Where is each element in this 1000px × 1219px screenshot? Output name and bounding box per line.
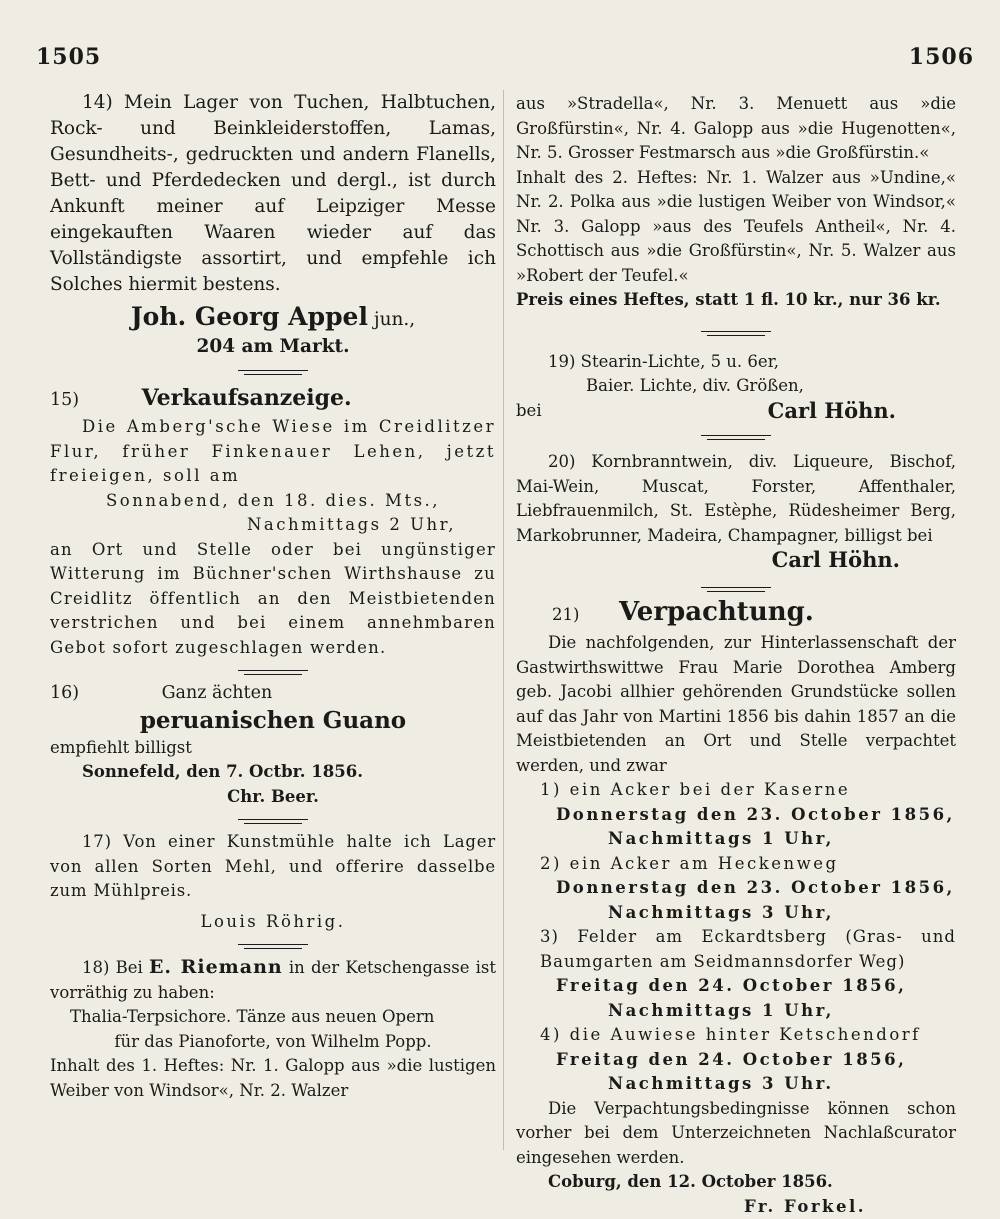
ad16-place-date: Sonnefeld, den 7. Octbr. 1856. <box>50 760 496 785</box>
ad18-subtitle: für das Pianoforte, von Wilhelm Popp. <box>50 1030 496 1055</box>
separator-rule <box>238 670 308 671</box>
ad18-contents1-cont: aus »Stradella«, Nr. 3. Menuett aus »die Großfürstin«, Nr. 4. Galopp aus »die Hugenotten«, Nr. 5. Grosser Festmarsch aus »die Großfürstin.« <box>516 92 956 166</box>
ad18-text: in der Ketschengasse ist vorräthig zu haben: <box>50 958 496 1002</box>
ad21-signature: Fr. Forkel. <box>516 1195 956 1219</box>
advertisement-18 <box>50 955 496 1103</box>
ad14-signature <box>50 300 496 334</box>
advertisement-17 <box>50 830 496 934</box>
ad21-item-label: 1) ein Acker bei der Kaserne <box>516 778 956 803</box>
ad21-item-time: Nachmittags 3 Uhr, <box>516 901 956 926</box>
ad15-number: 15) <box>50 388 88 413</box>
ad19-lead: bei <box>516 401 542 420</box>
advertisement-15 <box>50 381 496 660</box>
ad15-header <box>50 381 496 415</box>
ad14-name: Joh. Georg Appel <box>131 302 368 331</box>
advertisement-21 <box>516 600 956 1219</box>
ad18-title: Thalia-Terpsichore. Tänze aus neuen Opern <box>50 1005 496 1030</box>
ad15-text1: Die Amberg'sche Wiese im Creidlitzer Flur, früher Finkenauer Lehen, jetzt freieigen, soll am <box>50 415 496 489</box>
ad18-number: 18) <box>82 958 109 977</box>
ad20-text: 20) Kornbranntwein, div. Liqueure, Bischof, Mai-Wein, Muscat, Forster, Affenthaler, Liebfrauenmilch, St. Estèphe, Rüdesheimer Berg, Markobrunner, Madeira, Champagner, billigst bei <box>516 450 956 548</box>
ad20-signature: Carl Höhn. <box>516 548 956 573</box>
ad15-time: Nachmittags 2 Uhr, <box>50 513 496 538</box>
ad21-item-time: Nachmittags 3 Uhr. <box>516 1072 956 1097</box>
ad14-name-suffix: jun., <box>374 309 415 330</box>
ad21-conditions: Die Verpachtungsbedingnisse können schon vorher bei dem Unterzeichneten Nachlaßcurator eingesehen werden. <box>516 1097 956 1171</box>
ad21-item <box>516 925 956 1023</box>
ad15-heading: Verkaufsanzeige. <box>142 385 352 411</box>
ad16-header <box>50 681 496 706</box>
ad21-item <box>516 1023 956 1097</box>
ad14-address: 204 am Markt. <box>50 334 496 360</box>
advertisement-20 <box>516 450 956 573</box>
right-column <box>516 92 956 1219</box>
ad19-signature-line <box>516 399 956 424</box>
ad21-item <box>516 852 956 926</box>
ad18-contents2: Inhalt des 2. Heftes: Nr. 1. Walzer aus »Undine,« Nr. 2. Polka aus »die lustigen Weiber von Windsor,« Nr. 3. Galopp »aus des Teufels Antheil«, Nr. 4. Schottisch aus »die Großfürstin«, Nr. 5. Walzer aus »Robert der Teufel.« <box>516 166 956 289</box>
ad19-line1: 19) Stearin-Lichte, 5 u. 6er, <box>516 350 956 375</box>
ad18-firm: E. Riemann <box>149 956 283 978</box>
ad21-item-date: Donnerstag den 23. October 1856, <box>516 803 956 828</box>
ad16-line3: empfiehlt billigst <box>50 736 496 761</box>
column-divider <box>503 90 504 1150</box>
ad18-price: Preis eines Heftes, statt 1 fl. 10 kr., nur 36 kr. <box>516 288 956 313</box>
left-column <box>50 90 496 1103</box>
ad21-item-date: Freitag den 24. October 1856, <box>516 974 956 999</box>
advertisement-19 <box>516 350 956 424</box>
ad21-item-date: Freitag den 24. October 1856, <box>516 1048 956 1073</box>
page-number-left: 1505 <box>36 44 101 70</box>
ad19-signature: Carl Höhn. <box>768 399 896 424</box>
ad21-header <box>516 600 956 628</box>
ad14-text: 14) Mein Lager von Tuchen, Halbtuchen, Rock- und Beinkleiderstoffen, Lamas, Gesundheits-, gedruckten und andern Flanells, Bett- und Pferdedecken und dergl., ist durch Ankunft meiner auf Leipziger Messe eingekauften Waaren wieder auf das Vollständigste assortirt, und empfehle ich Solches hiermit bestens. <box>50 90 496 298</box>
separator-rule <box>238 944 308 945</box>
separator-rule <box>238 819 308 820</box>
ad17-text: 17) Von einer Kunstmühle halte ich Lager von allen Sorten Mehl, und offerire dasselbe zum Mühlpreis. <box>50 830 496 904</box>
ad21-heading: Verpachtung. <box>619 597 814 627</box>
advertisement-18-continued <box>516 92 956 313</box>
ad21-item-label: 2) ein Acker am Heckenweg <box>516 852 956 877</box>
ad21-item-time: Nachmittags 1 Uhr, <box>516 827 956 852</box>
ad17-signature: Louis Röhrig. <box>50 910 496 935</box>
advertisement-16 <box>50 681 496 809</box>
ad21-item-label: 3) Felder am Eckardtsberg (Gras- und Baumgarten am Seidmannsdorfer Weg) <box>516 925 956 974</box>
separator-rule <box>701 331 771 332</box>
ad21-intro: Die nachfolgenden, zur Hinterlassenschaft der Gastwirthswittwe Frau Marie Dorothea Amberg geb. Jacobi allhier gehörenden Grundstücke sollen auf das Jahr von Martini 1856 bis dahin 1857 an die Meistbietenden an Ort und Stelle verpachtet werden, und zwar <box>516 631 956 778</box>
ad21-item-time: Nachmittags 1 Uhr, <box>516 999 956 1024</box>
ad19-line2: Baier. Lichte, div. Größen, <box>516 374 956 399</box>
ad21-item <box>516 778 956 852</box>
ad16-line1: Ganz ächten <box>162 683 273 703</box>
page-number-right: 1506 <box>909 44 974 70</box>
ad18-contents1: Inhalt des 1. Heftes: Nr. 1. Galopp aus »die lustigen Weiber von Windsor«, Nr. 2. Walzer <box>50 1054 496 1103</box>
ad16-signature: Chr. Beer. <box>50 785 496 810</box>
ad21-number: 21) <box>516 605 579 624</box>
advertisement-14 <box>50 90 496 360</box>
ad21-item-label: 4) die Auwiese hinter Ketschendorf <box>516 1023 956 1048</box>
ad15-date: Sonnabend, den 18. dies. Mts., <box>50 489 496 514</box>
separator-rule <box>238 370 308 371</box>
ad16-number: 16) <box>50 681 88 706</box>
ad16-product: peruanischen Guano <box>50 706 496 736</box>
separator-rule <box>701 587 771 588</box>
ad21-item-date: Donnerstag den 23. October 1856, <box>516 876 956 901</box>
ad15-text2: an Ort und Stelle oder bei ungünstiger Witterung im Büchner'schen Wirthshause zu Creidlitz öffentlich an den Meistbietenden verstrichen und bei einem annehmbaren Gebot sofort zugeschlagen werden. <box>50 538 496 661</box>
ad21-place-date: Coburg, den 12. October 1856. <box>516 1170 956 1195</box>
ad18-lead: Bei <box>116 958 143 977</box>
ad18-intro <box>50 955 496 1005</box>
separator-rule <box>701 435 771 436</box>
